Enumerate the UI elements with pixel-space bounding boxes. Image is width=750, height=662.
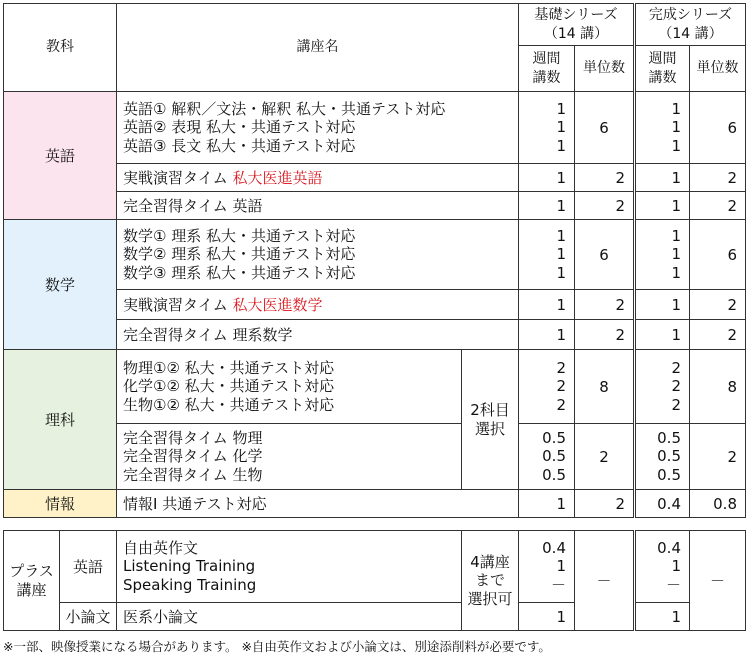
- header-course-name: 講座名: [117, 4, 519, 92]
- english-practice-bw: 1: [519, 164, 575, 192]
- math-practice: 実戦演習タイム 私大医進数学: [117, 290, 519, 320]
- subject-math: 数学: [4, 220, 117, 350]
- english-mastery-bw: 1: [519, 192, 575, 220]
- math-mastery: 完全習得タイム 理系数学: [117, 320, 519, 350]
- header-complete-series: 完成シリーズ （14 講）: [635, 4, 746, 46]
- math-basic-weekly: 1 1 1: [519, 220, 575, 290]
- math-mastery-cw: 1: [635, 320, 690, 350]
- english-complete-weekly: 1 1 1: [635, 92, 690, 164]
- plus-english-label: 英語: [60, 531, 117, 603]
- subject-info: 情報: [4, 490, 117, 518]
- info-course: 情報Ⅰ 共通テスト対応: [117, 490, 519, 518]
- plus-label: プラス 講座: [4, 531, 60, 631]
- english-mastery-cu: 2: [690, 192, 746, 220]
- header-subject: 教科: [4, 4, 117, 92]
- science-complete-units: 8: [690, 350, 746, 424]
- subject-english: 英語: [4, 92, 117, 220]
- english-basic-units: 6: [575, 92, 635, 164]
- english-complete-units: 6: [690, 92, 746, 164]
- english-mastery-cw: 1: [635, 192, 690, 220]
- math-mastery-cu: 2: [690, 320, 746, 350]
- math-practice-bw: 1: [519, 290, 575, 320]
- plus-english-basic-weekly: 0.4 1 －: [519, 531, 575, 603]
- science-mastery-complete-weekly: 0.5 0.5 0.5: [635, 424, 690, 490]
- science-basic-units: 8: [575, 350, 635, 424]
- english-mastery: 完全習得タイム 英語: [117, 192, 519, 220]
- science-complete-weekly: 2 2 2: [635, 350, 690, 424]
- science-courses: 物理①② 私大・共通テスト対応 化学①② 私大・共通テスト対応 生物①② 私大・共通テスト対応: [117, 350, 462, 424]
- english-practice-cu: 2: [690, 164, 746, 192]
- science-mastery-basic-units: 2: [575, 424, 635, 490]
- subject-science: 理科: [4, 350, 117, 490]
- info-bw: 1: [519, 490, 575, 518]
- math-mastery-bu: 2: [575, 320, 635, 350]
- english-practice-bu: 2: [575, 164, 635, 192]
- info-bu: 2: [575, 490, 635, 518]
- plus-essay-course: 医系小論文: [117, 603, 462, 631]
- english-basic-weekly: 1 1 1: [519, 92, 575, 164]
- plus-course-table: [3, 530, 746, 631]
- science-mastery: 完全習得タイム 物理 完全習得タイム 化学 完全習得タイム 生物: [117, 424, 462, 490]
- science-mastery-complete-units: 2: [690, 424, 746, 490]
- science-basic-weekly: 2 2 2: [519, 350, 575, 424]
- info-cw: 0.4: [635, 490, 690, 518]
- math-mastery-bw: 1: [519, 320, 575, 350]
- header-complete-units: 単位数: [690, 46, 746, 92]
- math-courses: 数学① 理系 私大・共通テスト対応 数学② 理系 私大・共通テスト対応 数学③ 理系 私大・共通テスト対応: [117, 220, 519, 290]
- footnote: ※一部、映像授業になる場合があります。 ※自由英作文および小論文は、別途添削料が必要です。: [3, 639, 551, 654]
- english-mastery-bu: 2: [575, 192, 635, 220]
- course-table: [3, 3, 746, 518]
- english-practice-cw: 1: [635, 164, 690, 192]
- science-mastery-basic-weekly: 0.5 0.5 0.5: [519, 424, 575, 490]
- plus-english-complete-weekly: 0.4 1 －: [635, 531, 690, 603]
- english-practice: 実戦演習タイム 私大医進英語: [117, 164, 519, 192]
- plus-basic-units: －: [575, 531, 635, 631]
- plus-english-courses: 自由英作文 Listening Training Speaking Training: [117, 531, 462, 603]
- math-complete-weekly: 1 1 1: [635, 220, 690, 290]
- plus-essay-cw: 1: [635, 603, 690, 631]
- header-complete-weekly: 週間 講数: [635, 46, 690, 92]
- plus-complete-units: －: [690, 531, 746, 631]
- plus-essay-bw: 1: [519, 603, 575, 631]
- math-practice-cw: 1: [635, 290, 690, 320]
- english-courses: 英語① 解釈／文法・解釈 私大・共通テスト対応 英語② 表現 私大・共通テスト対応 英語③ 長文 私大・共通テスト対応: [117, 92, 519, 164]
- header-basic-weekly: 週間 講数: [519, 46, 575, 92]
- math-complete-units: 6: [690, 220, 746, 290]
- info-cu: 0.8: [690, 490, 746, 518]
- header-basic-units: 単位数: [575, 46, 635, 92]
- science-select-note: 2科目 選択: [462, 350, 519, 490]
- math-practice-cu: 2: [690, 290, 746, 320]
- plus-select-note: 4講座 まで 選択可: [462, 531, 519, 631]
- header-basic-series: 基礎シリーズ （14 講）: [519, 4, 635, 46]
- plus-essay-label: 小論文: [60, 603, 117, 631]
- math-basic-units: 6: [575, 220, 635, 290]
- math-practice-bu: 2: [575, 290, 635, 320]
